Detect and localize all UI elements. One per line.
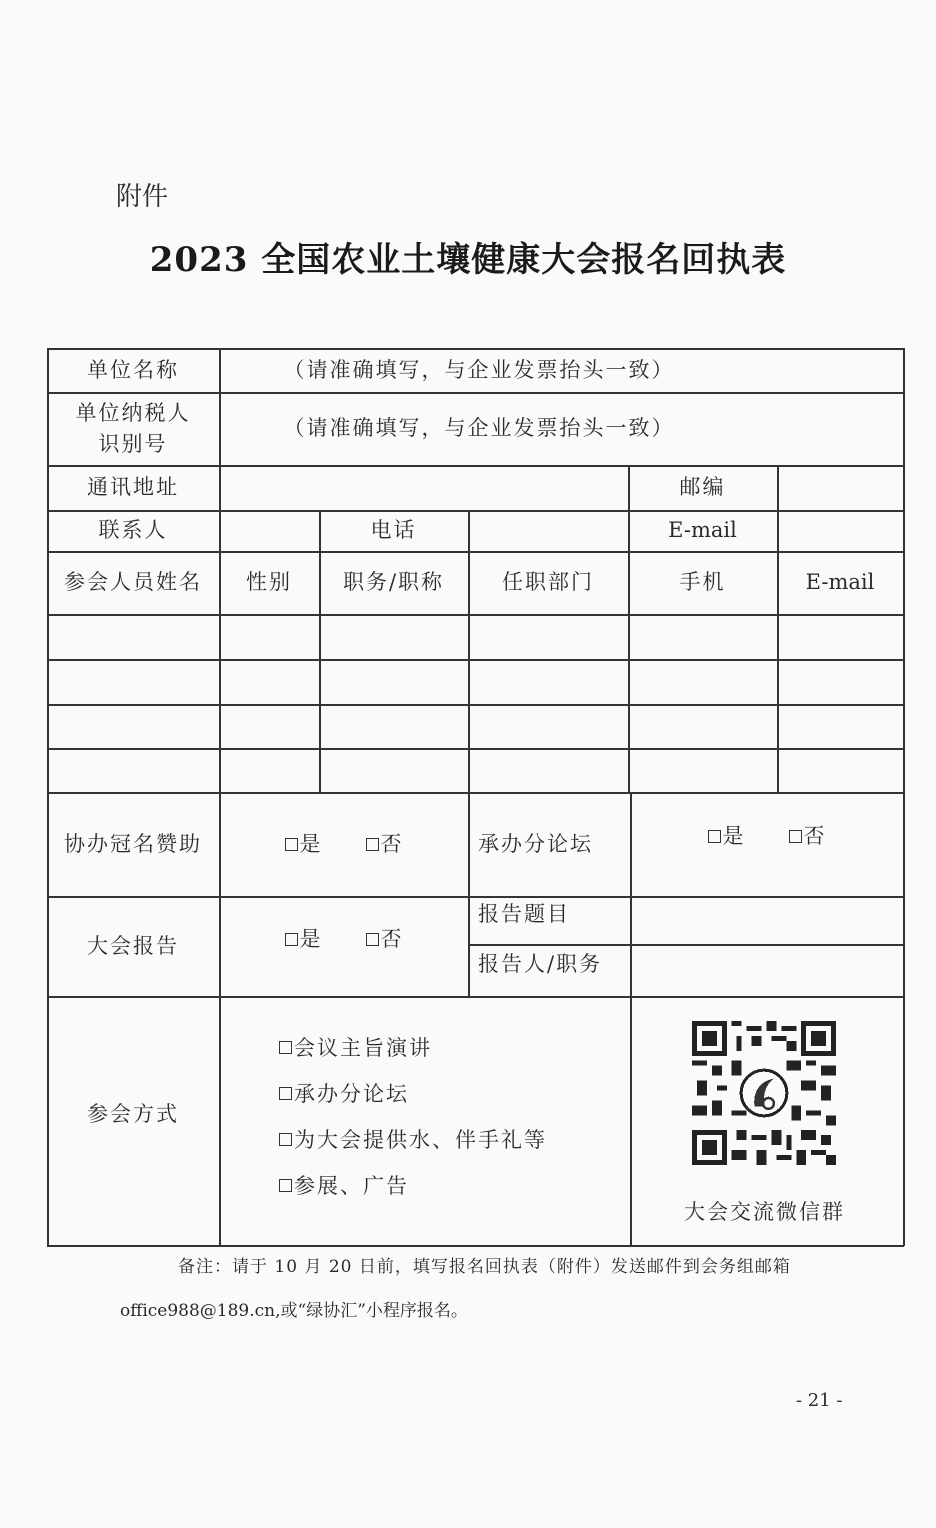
checkbox-icon[interactable] bbox=[708, 830, 721, 843]
wechat-qr-code bbox=[692, 1021, 836, 1165]
sponsor-label: 协办冠名赞助 bbox=[64, 831, 202, 856]
attachment-label: 附件 bbox=[116, 182, 169, 212]
footnote: 备注：请于 10 月 20 日前，填写报名回执表（附件）发送邮件到会务组邮箱 bbox=[178, 1257, 791, 1277]
reporter-label: 报告人/职务 bbox=[478, 951, 603, 976]
checkbox-icon[interactable] bbox=[279, 1179, 292, 1192]
mode-option-keynote[interactable]: 会议主旨演讲 bbox=[279, 1024, 547, 1070]
col-attendee-name: 参会人员姓名 bbox=[64, 570, 202, 595]
report-no-option[interactable]: 否 bbox=[366, 924, 403, 954]
registration-form bbox=[47, 348, 904, 1246]
postcode-label: 邮编 bbox=[679, 475, 726, 500]
checkbox-icon[interactable] bbox=[366, 933, 379, 946]
subforum-yes-option[interactable]: 是 bbox=[708, 821, 745, 851]
subforum-options bbox=[630, 792, 903, 880]
col-title: 职务/职称 bbox=[342, 570, 445, 595]
address-field[interactable] bbox=[219, 465, 628, 510]
qr-caption: 大会交流微信群 bbox=[684, 1200, 845, 1224]
contact-field[interactable] bbox=[219, 510, 319, 551]
mode-option-exhibit[interactable]: 参展、广告 bbox=[279, 1162, 547, 1208]
subforum-no-option[interactable]: 否 bbox=[789, 821, 826, 851]
col-email: E-mail bbox=[805, 570, 875, 595]
mode-option-subforum[interactable]: 承办分论坛 bbox=[279, 1070, 547, 1116]
sponsor-options bbox=[219, 792, 468, 896]
subforum-label: 承办分论坛 bbox=[478, 831, 593, 856]
table-row[interactable] bbox=[47, 704, 903, 748]
table-row[interactable] bbox=[47, 748, 903, 792]
checkbox-icon[interactable] bbox=[789, 830, 802, 843]
contact-label: 联系人 bbox=[98, 518, 168, 543]
report-yes-option[interactable]: 是 bbox=[285, 924, 322, 954]
sponsor-no-option[interactable]: 否 bbox=[366, 829, 403, 859]
checkbox-icon[interactable] bbox=[285, 933, 298, 946]
reporter-field[interactable] bbox=[630, 944, 903, 996]
mode-option-supply[interactable]: 为大会提供水、伴手礼等 bbox=[279, 1116, 547, 1162]
email-label: E-mail bbox=[668, 518, 737, 543]
mode-label: 参会方式 bbox=[87, 1101, 179, 1126]
checkbox-icon[interactable] bbox=[285, 838, 298, 851]
table-row[interactable] bbox=[47, 614, 903, 659]
sponsor-yes-option[interactable]: 是 bbox=[285, 829, 322, 859]
email-field[interactable] bbox=[777, 510, 903, 551]
report-topic-field[interactable] bbox=[630, 896, 903, 944]
unit-name-field[interactable]: （请准确填写，与企业发票抬头一致） bbox=[283, 357, 675, 382]
report-options bbox=[219, 896, 468, 982]
checkbox-icon[interactable] bbox=[279, 1087, 292, 1100]
address-label: 通讯地址 bbox=[87, 475, 179, 500]
footnote-contact: office988@189.cn,或“绿协汇”小程序报名。 bbox=[120, 1301, 468, 1321]
report-topic-label: 报告题目 bbox=[478, 901, 570, 926]
mode-options bbox=[279, 1024, 547, 1208]
phone-field[interactable] bbox=[468, 510, 628, 551]
checkbox-icon[interactable] bbox=[279, 1041, 292, 1054]
col-mobile: 手机 bbox=[679, 570, 726, 595]
col-gender: 性别 bbox=[246, 570, 292, 595]
checkbox-icon[interactable] bbox=[279, 1133, 292, 1146]
phone-label: 电话 bbox=[370, 518, 417, 543]
page-number: - 21 - bbox=[796, 1390, 843, 1411]
page-title: 2023 全国农业土壤健康大会报名回执表 bbox=[149, 240, 787, 280]
col-department: 任职部门 bbox=[502, 570, 594, 595]
report-label: 大会报告 bbox=[87, 933, 179, 958]
table-row[interactable] bbox=[47, 659, 903, 704]
taxpayer-id-label: 单位纳税人识别号 bbox=[75, 401, 191, 456]
unit-name-label: 单位名称 bbox=[87, 357, 179, 382]
taxpayer-id-field[interactable]: （请准确填写，与企业发票抬头一致） bbox=[283, 416, 675, 441]
checkbox-icon[interactable] bbox=[366, 838, 379, 851]
postcode-field[interactable] bbox=[777, 465, 903, 510]
